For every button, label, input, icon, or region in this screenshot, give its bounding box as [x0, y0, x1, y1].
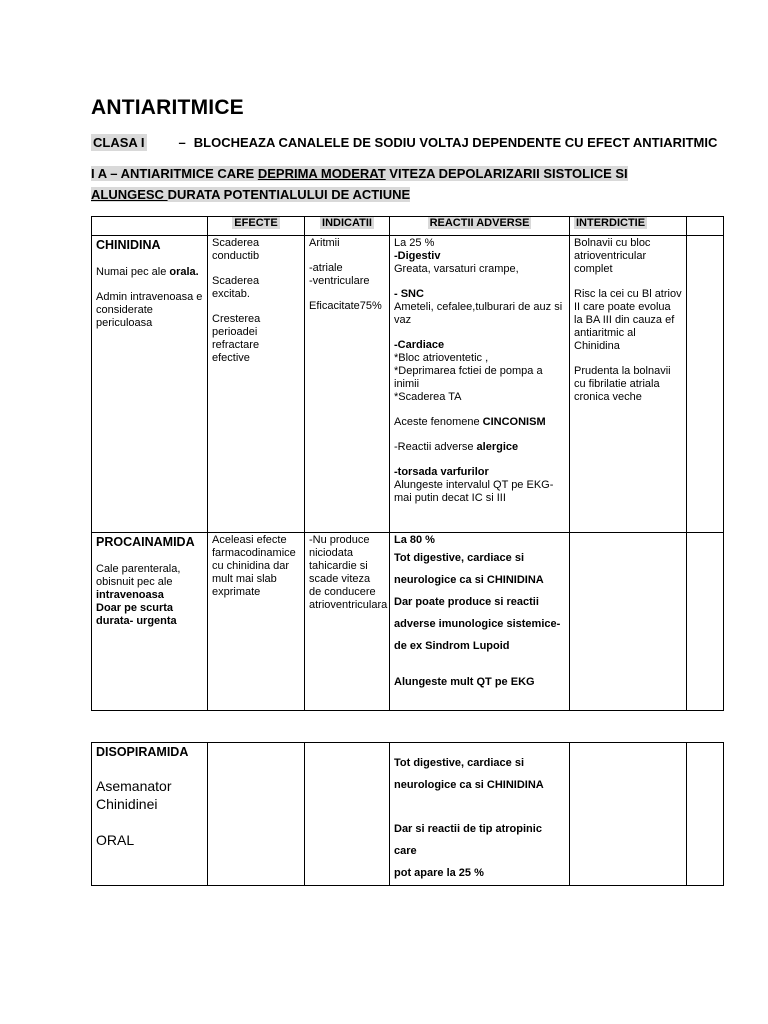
header-reactii: REACTII ADVERSE — [390, 217, 570, 236]
class-description: BLOCHEAZA CANALELE DE SODIU VOLTAJ DEPENDENTE CU EFECT ANTIARITMIC — [193, 135, 718, 150]
class-heading — [91, 134, 717, 151]
cell-chinidina-efecte: Scaderea conductib Scaderea excitab. Cresterea perioadei refractare efective — [208, 236, 305, 533]
chinidina-note-2: Admin intravenoasa e considerate periculoasa — [96, 291, 203, 329]
subhead-part-5: DURATA POTENTIALULUI DE ACTIUNE — [167, 187, 411, 202]
header-interdictie: INTERDICTIE — [570, 217, 687, 236]
class-dash: – — [178, 135, 186, 150]
chinidina-note-1: Numai pec ale orala. — [96, 266, 199, 278]
subhead-part-3: VITEZA DEPOLARIZARII SISTOLICE SI — [385, 166, 628, 181]
header-indicatii: INDICATII — [305, 217, 390, 236]
page-title: ANTIARITMICE — [91, 96, 244, 119]
header-extra-empty — [687, 217, 724, 236]
cell-chinidina-interdictie: Bolnavii cu bloc atrioventricular complet Risc la cei cu Bl atriov II care poate evolua la BA III din cauza ef antiaritmic al Chinidina Prudenta la bolnavii cu fibrilatie atriala cronica veche — [570, 236, 687, 533]
subhead-part-4: ALUNGESC — [91, 187, 168, 202]
drug-name-chinidina: CHINIDINA — [96, 238, 161, 252]
table-disopiramida — [91, 742, 724, 886]
cell-disopiramida-extra — [687, 743, 724, 886]
cell-disopiramida-indicatii — [305, 743, 390, 886]
cell-chinidina-name — [92, 236, 208, 533]
table-row-procainamida — [92, 533, 724, 711]
table-header-row — [92, 217, 724, 236]
cell-disopiramida-interdictie — [570, 743, 687, 886]
cell-chinidina-reactii: La 25 % -Digestiv Greata, varsaturi crampe, - SNC Ameteli, cefalee,tulburari de auz si vaz -Cardiace *Bloc atrioventetic , *Deprimarea fctiei de pompa a inimii *Scaderea TA Aceste fenomene CINCONISM -Reactii adverse alergice -torsada varfurilor Alungeste intervalul QT pe EKG- mai putin decat IC si III — [390, 236, 570, 533]
cell-procainamida-name: PROCAINAMIDA Cale parenterala, obisnuit pec ale intravenoasa Doar pe scurta durata- urgenta — [92, 533, 208, 711]
drug-name-disopiramida: DISOPIRAMIDA — [96, 745, 189, 759]
subhead-part-2: DEPRIMA MODERAT — [257, 166, 386, 181]
cell-disopiramida-efecte — [208, 743, 305, 886]
subhead-part-1: I A – ANTIARITMICE CARE — [91, 166, 258, 181]
header-efecte: EFECTE — [208, 217, 305, 236]
cell-procainamida-indicatii: -Nu produce niciodata tahicardie si scade viteza de conducere atrioventriculara — [305, 533, 390, 711]
table-class-ia — [91, 216, 724, 711]
cell-procainamida-interdictie — [570, 533, 687, 711]
cell-procainamida-efecte: Aceleasi efecte farmacodinamice cu chinidina dar mult mai slab exprimate — [208, 533, 305, 711]
class-label: CLASA I — [93, 135, 145, 150]
cell-chinidina-indicatii: Aritmii -atriale -ventriculare Eficacitate75% — [305, 236, 390, 533]
cell-chinidina-extra — [687, 236, 724, 533]
cell-procainamida-reactii: La 80 % Tot digestive, cardiace si neurologice ca si CHINIDINA Dar poate produce si reactii adverse imunologice sistemice- de ex Sindrom Lupoid Alungeste mult QT pe EKG — [390, 533, 570, 711]
cell-procainamida-extra — [687, 533, 724, 711]
cell-disopiramida-reactii: Tot digestive, cardiace si neurologice ca si CHINIDINA Dar si reactii de tip atropinic care pot apare la 25 % — [390, 743, 570, 886]
table-row-disopiramida — [92, 743, 724, 886]
cell-disopiramida-name: DISOPIRAMIDA Asemanator Chinidinei ORAL — [92, 743, 208, 886]
drug-name-procainamida: PROCAINAMIDA — [96, 535, 195, 549]
subclass-heading — [91, 163, 651, 205]
header-drug-empty — [92, 217, 208, 236]
table-row-chinidina — [92, 236, 724, 533]
